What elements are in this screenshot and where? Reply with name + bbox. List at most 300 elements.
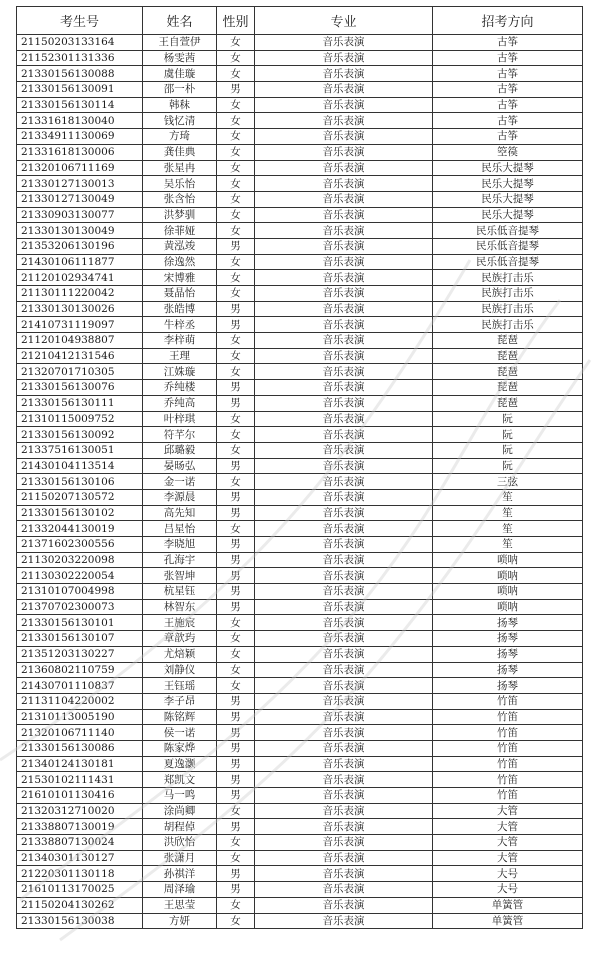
gender-cell: 男	[217, 740, 255, 756]
table-row	[17, 897, 583, 913]
name-cell: 邱璐毅	[143, 442, 217, 458]
admission-list	[16, 6, 582, 929]
gender-cell: 男	[217, 380, 255, 396]
gender-cell: 男	[217, 584, 255, 600]
name-cell: 叶梓琪	[143, 411, 217, 427]
gender-cell: 女	[217, 913, 255, 929]
exam-number-cell: 21330156130091	[17, 82, 143, 98]
table-row	[17, 756, 583, 772]
direction-cell: 民族打击乐	[433, 301, 583, 317]
table-row	[17, 66, 583, 82]
gender-cell: 女	[217, 254, 255, 270]
gender-cell: 女	[217, 427, 255, 443]
gender-cell: 女	[217, 113, 255, 129]
direction-cell: 琵琶	[433, 333, 583, 349]
table-body	[17, 35, 583, 929]
exam-number-cell: 21210412131546	[17, 348, 143, 364]
exam-number-cell: 21320106711140	[17, 725, 143, 741]
direction-cell: 琵琶	[433, 395, 583, 411]
major-cell: 音乐表演	[255, 301, 433, 317]
direction-cell: 民族打击乐	[433, 317, 583, 333]
table-row	[17, 238, 583, 254]
name-cell: 李晓旭	[143, 537, 217, 553]
exam-number-cell: 21320312710020	[17, 803, 143, 819]
exam-number-cell: 21340124130181	[17, 756, 143, 772]
major-cell: 音乐表演	[255, 270, 433, 286]
name-cell: 林智东	[143, 599, 217, 615]
name-cell: 王施宸	[143, 615, 217, 631]
name-cell: 孔海宇	[143, 552, 217, 568]
direction-cell: 古筝	[433, 97, 583, 113]
direction-cell: 笙	[433, 537, 583, 553]
exam-number-cell: 21150207130572	[17, 489, 143, 505]
name-cell: 夏逸灏	[143, 756, 217, 772]
exam-number-cell: 21310113005190	[17, 709, 143, 725]
exam-number-cell: 21330156130101	[17, 615, 143, 631]
exam-number-cell: 21310115009752	[17, 411, 143, 427]
direction-cell: 单簧管	[433, 897, 583, 913]
name-cell: 李梓萌	[143, 333, 217, 349]
name-cell: 王自萱伊	[143, 35, 217, 51]
name-cell: 侯一诺	[143, 725, 217, 741]
major-cell: 音乐表演	[255, 144, 433, 160]
exam-number-cell: 21150204130262	[17, 897, 143, 913]
major-cell: 音乐表演	[255, 662, 433, 678]
name-cell: 尤焙颖	[143, 646, 217, 662]
direction-cell: 民乐大提琴	[433, 176, 583, 192]
major-cell: 音乐表演	[255, 176, 433, 192]
table-row	[17, 474, 583, 490]
major-cell: 音乐表演	[255, 191, 433, 207]
header-gender: 性别	[217, 7, 255, 35]
exam-number-cell: 21330130130049	[17, 223, 143, 239]
major-cell: 音乐表演	[255, 411, 433, 427]
name-cell: 韩秣	[143, 97, 217, 113]
direction-cell: 竹笛	[433, 709, 583, 725]
direction-cell: 大号	[433, 882, 583, 898]
major-cell: 音乐表演	[255, 788, 433, 804]
direction-cell: 唢呐	[433, 552, 583, 568]
name-cell: 方琦	[143, 129, 217, 145]
gender-cell: 女	[217, 50, 255, 66]
exam-number-cell: 21332044130019	[17, 521, 143, 537]
exam-number-cell: 21330156130076	[17, 380, 143, 396]
name-cell: 孙祺洋	[143, 866, 217, 882]
name-cell: 方妍	[143, 913, 217, 929]
major-cell: 音乐表演	[255, 317, 433, 333]
table-row	[17, 254, 583, 270]
direction-cell: 竹笛	[433, 772, 583, 788]
name-cell: 杭星钰	[143, 584, 217, 600]
results-table	[16, 6, 583, 929]
exam-number-cell: 21320106711169	[17, 160, 143, 176]
exam-number-cell: 21330156130111	[17, 395, 143, 411]
direction-cell: 单簧管	[433, 913, 583, 929]
exam-number-cell: 21330127130013	[17, 176, 143, 192]
table-row	[17, 568, 583, 584]
table-row	[17, 301, 583, 317]
table-row	[17, 207, 583, 223]
header-row	[17, 7, 583, 35]
major-cell: 音乐表演	[255, 66, 433, 82]
exam-number-cell: 21610113170025	[17, 882, 143, 898]
direction-cell: 笙	[433, 489, 583, 505]
major-cell: 音乐表演	[255, 709, 433, 725]
name-cell: 张含怡	[143, 191, 217, 207]
gender-cell: 男	[217, 866, 255, 882]
name-cell: 乔纯高	[143, 395, 217, 411]
major-cell: 音乐表演	[255, 615, 433, 631]
name-cell: 王思莹	[143, 897, 217, 913]
exam-number-cell: 21130111220042	[17, 286, 143, 302]
exam-number-cell: 21338807130019	[17, 819, 143, 835]
major-cell: 音乐表演	[255, 537, 433, 553]
table-row	[17, 631, 583, 647]
major-cell: 音乐表演	[255, 97, 433, 113]
name-cell: 胡程倬	[143, 819, 217, 835]
name-cell: 涂尚卿	[143, 803, 217, 819]
direction-cell: 扬琴	[433, 678, 583, 694]
exam-number-cell: 21337516130051	[17, 442, 143, 458]
exam-number-cell: 21338807130024	[17, 835, 143, 851]
name-cell: 高先知	[143, 505, 217, 521]
major-cell: 音乐表演	[255, 866, 433, 882]
direction-cell: 竹笛	[433, 756, 583, 772]
table-row	[17, 819, 583, 835]
exam-number-cell: 21330127130049	[17, 191, 143, 207]
major-cell: 音乐表演	[255, 552, 433, 568]
exam-number-cell: 21330156130092	[17, 427, 143, 443]
direction-cell: 古筝	[433, 35, 583, 51]
major-cell: 音乐表演	[255, 725, 433, 741]
name-cell: 张皓博	[143, 301, 217, 317]
table-row	[17, 458, 583, 474]
table-row	[17, 584, 583, 600]
name-cell: 虞佳璇	[143, 66, 217, 82]
exam-number-cell: 21120104938807	[17, 333, 143, 349]
exam-number-cell: 21340301130127	[17, 850, 143, 866]
direction-cell: 民乐低音提琴	[433, 223, 583, 239]
table-row	[17, 160, 583, 176]
direction-cell: 古筝	[433, 129, 583, 145]
direction-cell: 古筝	[433, 82, 583, 98]
gender-cell: 女	[217, 66, 255, 82]
major-cell: 音乐表演	[255, 803, 433, 819]
direction-cell: 民乐大提琴	[433, 207, 583, 223]
table-row	[17, 599, 583, 615]
name-cell: 邵一朴	[143, 82, 217, 98]
gender-cell: 女	[217, 631, 255, 647]
exam-number-cell: 21330156130102	[17, 505, 143, 521]
direction-cell: 笙	[433, 505, 583, 521]
direction-cell: 箜篌	[433, 144, 583, 160]
table-row	[17, 82, 583, 98]
direction-cell: 琵琶	[433, 380, 583, 396]
exam-number-cell: 21130302220054	[17, 568, 143, 584]
major-cell: 音乐表演	[255, 599, 433, 615]
gender-cell: 男	[217, 458, 255, 474]
table-row	[17, 348, 583, 364]
gender-cell: 女	[217, 207, 255, 223]
name-cell: 李子昂	[143, 693, 217, 709]
major-cell: 音乐表演	[255, 913, 433, 929]
table-row	[17, 317, 583, 333]
exam-number-cell: 21530102111431	[17, 772, 143, 788]
table-row	[17, 97, 583, 113]
gender-cell: 女	[217, 144, 255, 160]
gender-cell: 男	[217, 552, 255, 568]
direction-cell: 古筝	[433, 50, 583, 66]
major-cell: 音乐表演	[255, 82, 433, 98]
major-cell: 音乐表演	[255, 897, 433, 913]
name-cell: 金一诺	[143, 474, 217, 490]
major-cell: 音乐表演	[255, 772, 433, 788]
direction-cell: 唢呐	[433, 599, 583, 615]
gender-cell: 女	[217, 803, 255, 819]
direction-cell: 扬琴	[433, 662, 583, 678]
gender-cell: 男	[217, 599, 255, 615]
exam-number-cell: 21430106111877	[17, 254, 143, 270]
direction-cell: 扬琴	[433, 631, 583, 647]
gender-cell: 男	[217, 788, 255, 804]
header-name: 姓名	[143, 7, 217, 35]
table-row	[17, 537, 583, 553]
direction-cell: 琵琶	[433, 364, 583, 380]
gender-cell: 男	[217, 725, 255, 741]
name-cell: 陈铭辉	[143, 709, 217, 725]
direction-cell: 古筝	[433, 113, 583, 129]
exam-number-cell: 21331618130006	[17, 144, 143, 160]
gender-cell: 女	[217, 333, 255, 349]
name-cell: 洪梦驯	[143, 207, 217, 223]
gender-cell: 女	[217, 850, 255, 866]
gender-cell: 男	[217, 537, 255, 553]
major-cell: 音乐表演	[255, 254, 433, 270]
name-cell: 张星冉	[143, 160, 217, 176]
exam-number-cell: 21410731119097	[17, 317, 143, 333]
major-cell: 音乐表演	[255, 286, 433, 302]
name-cell: 牛梓丞	[143, 317, 217, 333]
exam-number-cell: 21320701710305	[17, 364, 143, 380]
direction-cell: 民族打击乐	[433, 286, 583, 302]
major-cell: 音乐表演	[255, 427, 433, 443]
exam-number-cell: 21430104113514	[17, 458, 143, 474]
major-cell: 音乐表演	[255, 568, 433, 584]
name-cell: 徐菲娅	[143, 223, 217, 239]
gender-cell: 女	[217, 521, 255, 537]
major-cell: 音乐表演	[255, 35, 433, 51]
gender-cell: 女	[217, 286, 255, 302]
table-row	[17, 144, 583, 160]
major-cell: 音乐表演	[255, 756, 433, 772]
gender-cell: 男	[217, 882, 255, 898]
exam-number-cell: 21310107004998	[17, 584, 143, 600]
exam-number-cell: 21330156130088	[17, 66, 143, 82]
table-row	[17, 411, 583, 427]
gender-cell: 女	[217, 442, 255, 458]
table-row	[17, 850, 583, 866]
header-major: 专业	[255, 7, 433, 35]
exam-number-cell: 21330130130026	[17, 301, 143, 317]
table-row	[17, 223, 583, 239]
name-cell: 李源晨	[143, 489, 217, 505]
gender-cell: 男	[217, 82, 255, 98]
table-row	[17, 50, 583, 66]
name-cell: 陈家烨	[143, 740, 217, 756]
major-cell: 音乐表演	[255, 693, 433, 709]
name-cell: 马一鸣	[143, 788, 217, 804]
table-row	[17, 364, 583, 380]
exam-number-cell: 21360802110759	[17, 662, 143, 678]
exam-number-cell: 21152301131336	[17, 50, 143, 66]
gender-cell: 女	[217, 348, 255, 364]
exam-number-cell: 21220301130118	[17, 866, 143, 882]
name-cell: 晏旸弘	[143, 458, 217, 474]
table-row	[17, 191, 583, 207]
gender-cell: 男	[217, 819, 255, 835]
name-cell: 聂晶怡	[143, 286, 217, 302]
direction-cell: 竹笛	[433, 725, 583, 741]
table-row	[17, 395, 583, 411]
major-cell: 音乐表演	[255, 489, 433, 505]
major-cell: 音乐表演	[255, 646, 433, 662]
major-cell: 音乐表演	[255, 333, 433, 349]
table-row	[17, 427, 583, 443]
table-row	[17, 552, 583, 568]
exam-number-cell: 21130203220098	[17, 552, 143, 568]
table-row	[17, 521, 583, 537]
table-row	[17, 740, 583, 756]
major-cell: 音乐表演	[255, 850, 433, 866]
header-exam-number: 考生号	[17, 7, 143, 35]
gender-cell: 女	[217, 474, 255, 490]
table-row	[17, 270, 583, 286]
direction-cell: 阮	[433, 411, 583, 427]
table-row	[17, 772, 583, 788]
name-cell: 郑凯文	[143, 772, 217, 788]
table-row	[17, 646, 583, 662]
gender-cell: 男	[217, 693, 255, 709]
name-cell: 乔纯楼	[143, 380, 217, 396]
table-row	[17, 35, 583, 51]
exam-number-cell: 21330903130077	[17, 207, 143, 223]
gender-cell: 女	[217, 35, 255, 51]
gender-cell: 女	[217, 160, 255, 176]
direction-cell: 古筝	[433, 66, 583, 82]
table-row	[17, 788, 583, 804]
gender-cell: 女	[217, 97, 255, 113]
exam-number-cell: 21351203130227	[17, 646, 143, 662]
direction-cell: 大管	[433, 835, 583, 851]
gender-cell: 女	[217, 223, 255, 239]
name-cell: 王钰瑶	[143, 678, 217, 694]
major-cell: 音乐表演	[255, 238, 433, 254]
exam-number-cell: 21330156130106	[17, 474, 143, 490]
name-cell: 宋博雅	[143, 270, 217, 286]
direction-cell: 阮	[433, 427, 583, 443]
name-cell: 杨雯茜	[143, 50, 217, 66]
name-cell: 张潇月	[143, 850, 217, 866]
exam-number-cell: 21371602300556	[17, 537, 143, 553]
major-cell: 音乐表演	[255, 395, 433, 411]
gender-cell: 男	[217, 301, 255, 317]
table-row	[17, 113, 583, 129]
direction-cell: 民乐大提琴	[433, 160, 583, 176]
table-row	[17, 286, 583, 302]
table-row	[17, 693, 583, 709]
gender-cell: 女	[217, 678, 255, 694]
exam-number-cell: 21150203133164	[17, 35, 143, 51]
exam-number-cell: 21120102934741	[17, 270, 143, 286]
table-row	[17, 442, 583, 458]
major-cell: 音乐表演	[255, 129, 433, 145]
name-cell: 钱忆清	[143, 113, 217, 129]
table-row	[17, 129, 583, 145]
table-row	[17, 709, 583, 725]
gender-cell: 男	[217, 317, 255, 333]
name-cell: 刘静仪	[143, 662, 217, 678]
major-cell: 音乐表演	[255, 348, 433, 364]
direction-cell: 竹笛	[433, 740, 583, 756]
gender-cell: 男	[217, 489, 255, 505]
table-row	[17, 803, 583, 819]
exam-number-cell: 21430701110837	[17, 678, 143, 694]
exam-number-cell: 21330156130038	[17, 913, 143, 929]
direction-cell: 大管	[433, 850, 583, 866]
table-row	[17, 489, 583, 505]
major-cell: 音乐表演	[255, 442, 433, 458]
major-cell: 音乐表演	[255, 380, 433, 396]
direction-cell: 笙	[433, 521, 583, 537]
exam-number-cell: 21330156130114	[17, 97, 143, 113]
gender-cell: 女	[217, 897, 255, 913]
table-row	[17, 678, 583, 694]
gender-cell: 男	[217, 772, 255, 788]
exam-number-cell: 21330156130086	[17, 740, 143, 756]
direction-cell: 大号	[433, 866, 583, 882]
header-direction: 招考方向	[433, 7, 583, 35]
major-cell: 音乐表演	[255, 113, 433, 129]
major-cell: 音乐表演	[255, 835, 433, 851]
gender-cell: 女	[217, 411, 255, 427]
gender-cell: 女	[217, 270, 255, 286]
exam-number-cell: 21330156130107	[17, 631, 143, 647]
name-cell: 吴乐怡	[143, 176, 217, 192]
direction-cell: 大管	[433, 803, 583, 819]
major-cell: 音乐表演	[255, 882, 433, 898]
exam-number-cell: 21370702300073	[17, 599, 143, 615]
table-row	[17, 615, 583, 631]
table-row	[17, 725, 583, 741]
table-row	[17, 866, 583, 882]
direction-cell: 三弦	[433, 474, 583, 490]
name-cell: 吕星怡	[143, 521, 217, 537]
major-cell: 音乐表演	[255, 364, 433, 380]
gender-cell: 男	[217, 238, 255, 254]
major-cell: 音乐表演	[255, 207, 433, 223]
gender-cell: 女	[217, 646, 255, 662]
direction-cell: 竹笛	[433, 788, 583, 804]
name-cell: 龚佳典	[143, 144, 217, 160]
major-cell: 音乐表演	[255, 819, 433, 835]
name-cell: 张智坤	[143, 568, 217, 584]
name-cell: 符芊尔	[143, 427, 217, 443]
table-row	[17, 505, 583, 521]
direction-cell: 扬琴	[433, 615, 583, 631]
major-cell: 音乐表演	[255, 160, 433, 176]
major-cell: 音乐表演	[255, 678, 433, 694]
exam-number-cell: 21131104220002	[17, 693, 143, 709]
